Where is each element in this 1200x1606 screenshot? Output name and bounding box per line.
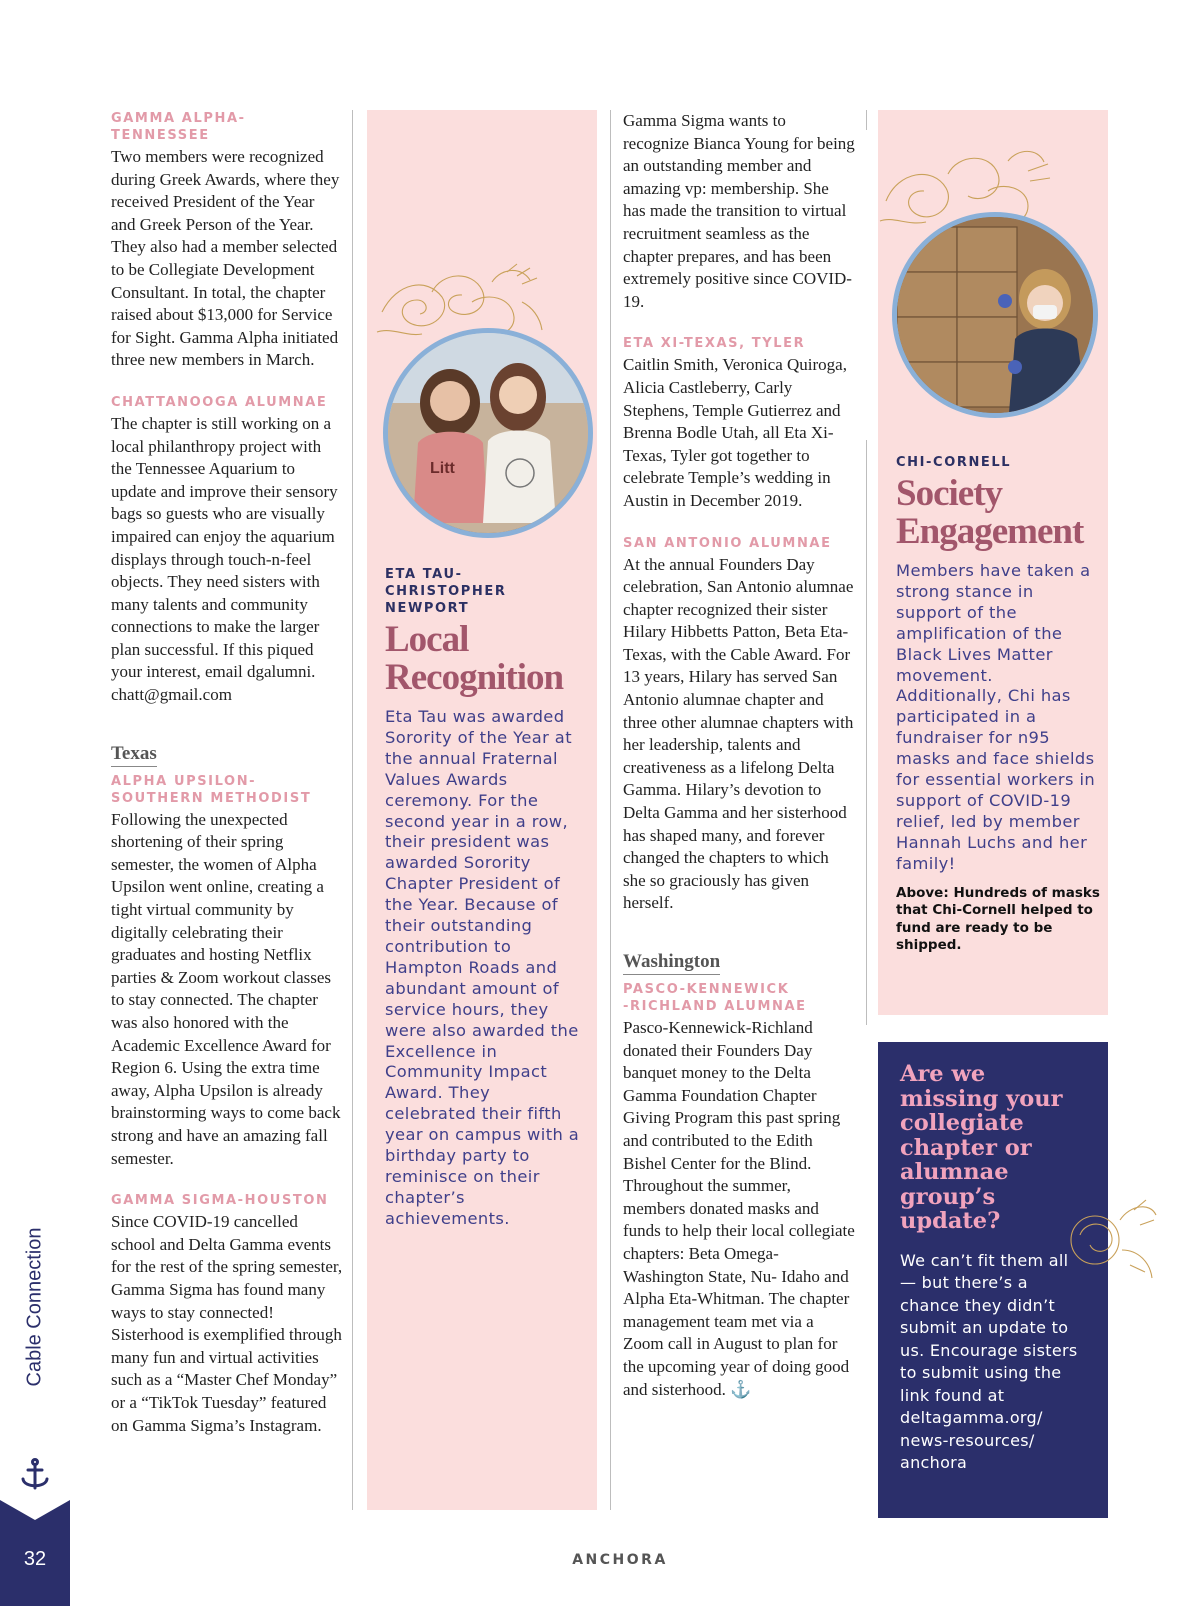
chapter-update-text: Caitlin Smith, Veronica Quiroga, Alicia Castleberry, Carly Stephens, Temple Gutierrez and Brenna Bodle Utah, all Eta Xi-Texas, Tyler got together to celebrate Temple’s wedding in Austin in December 2019. [623, 355, 847, 510]
photo-caption: Above: Hundreds of masks that Chi-Cornell helped to fund are ready to be shipped. [896, 884, 1100, 954]
callout-title: Are we missing your collegiate chapter or alumnae group’s update? [900, 1061, 1063, 1234]
column-1 [111, 110, 343, 1459]
page-number: 32 [23, 1548, 47, 1570]
photo-illustration [897, 217, 1093, 413]
column-divider [866, 110, 867, 130]
chapter-heading: CHATTANOOGA ALUMNAE [111, 394, 328, 410]
region-heading: Texas [111, 743, 157, 767]
shirt-text: Litt [430, 460, 455, 477]
feature-local-recognition [385, 566, 585, 1230]
feature-chapter-name: CHI-CORNELL [896, 455, 1012, 470]
feature-title [385, 621, 585, 697]
chapter-update-text: At the annual Founders Day celebration, San Antonio alumnae chapter recognized their sister Hilary Hibbetts Patton, Beta Eta-Texas, with the Cable Award. For 13 years, Hilary has served San Antonio alumnae chapter and three other alumnae chapters with her leadership, talents and creativeness as a lifelong Delta Gamma. Hilary’s devotion to Delta Gamma and her sisterhood has shaped many, and forever changed the chapters to which she so graciously has given herself. [623, 554, 854, 913]
region-heading: Washington [623, 951, 720, 975]
feature-title-line-2: Recognition [385, 657, 564, 698]
feature-chapter-name: ETA TAU- CHRISTOPHER NEWPORT [385, 567, 507, 616]
floral-illustration-icon [1050, 1190, 1160, 1300]
photo-illustration [388, 333, 588, 533]
chapter-update-text: Since COVID-19 cancelled school and Delta Gamma events for the rest of the spring semester, Gamma Sigma has found many ways to stay connected! Sisterhood is exemplified through many fun and virtual activities such as a “Master Chef Monday” or a “TikTok Tuesday” featured on Gamma Sigma’s Instagram. [111, 1212, 343, 1435]
column-3 [623, 110, 855, 1423]
chapter-heading: ETA XI-TEXAS, TYLER [623, 336, 806, 352]
callout-body: We can’t fit them all — but there’s a chance they didn’t submit an update to us. Encourage sisters to submit using the link found at deltagamma.org/ news-resources/ anchora [900, 1250, 1078, 1472]
feature-title-line-1: Society [896, 473, 1003, 514]
chapter-heading: GAMMA SIGMA-HOUSTON [111, 1193, 329, 1209]
column-divider [610, 110, 611, 1510]
feature-title [896, 475, 1101, 551]
chapter-heading: PASCO-KENNEWICK -RICHLAND ALUMNAE [623, 982, 807, 1014]
column-divider [866, 440, 867, 1025]
chapter-heading: SAN ANTONIO ALUMNAE [623, 535, 832, 551]
photo-two-members [383, 328, 593, 538]
chapter-update-text: The chapter is still working on a local philanthropy project with the Tennessee Aquarium to update and improve their sensory bags so guests who are visually impaired can enjoy the aquarium displays through touch-n-feel objects. They need sisters with many talents and community connections to make the larger plan successful. If this piqued your interest, email dgalumni. chatt@gmail.com [111, 413, 338, 705]
chapter-heading: GAMMA ALPHA- TENNESSEE [111, 111, 246, 143]
sidebar-label: Cable Connection [23, 1227, 46, 1387]
chapter-update-text: Two members were recognized during Greek Awards, where they received President of the Year and Greek Person of the Year. They also had a member selected to be Collegiate Development Consultant. In total, the chapter raised about $13,000 for Service for Sight. Gamma Alpha initiated three new members in March. [111, 147, 340, 370]
footer-magazine-name: ANCHORA [572, 1552, 668, 1568]
feature-title-line-1: Local [385, 619, 469, 660]
chapter-update-text: Gamma Sigma wants to recognize Bianca Young for being an outstanding member and amazing vp: membership. She has made the transition to virtual recruitment seamless as the chapter prepares, and has been extremely positive since COVID-19. [623, 111, 855, 311]
chapter-update-text: Following the unexpected shortening of their spring semester, the women of Alpha Upsilon went online, creating a tight virtual community by digitally celebrating their graduates and hosting Netflix parties & Zoom workout classes to stay connected. The chapter was also honored with the Academic Excellence Award for Region 6. Using the extra time away, Alpha Upsilon is already brainstorming ways to come back strong and have an amazing fall semester. [111, 809, 341, 1168]
feature-title-line-2: Engagement [896, 511, 1084, 552]
column-divider [352, 110, 353, 1510]
feature-body: Eta Tau was awarded Sorority of the Year at the annual Fraternal Values Awards ceremony. For the second year in a row, their president was awarded Sorority Chapter President of the Year. Because of their outstanding contribution to Hampton Roads and abundant amount of service hours, they were also awarded the Excellence in Community Impact Award. They celebrated their fifth year on campus with a birthday party to reminisce on their chapter’s achievements. [385, 707, 580, 1228]
feature-body: Members have taken a strong stance in support of the amplification of the Black Lives Matter movement. Additionally, Chi has participated in a fundraiser for n95 masks and face shields for essential workers in support of COVID-19 relief, led by member Hannah Luchs and her family! [896, 561, 1096, 873]
anchor-icon [20, 1458, 50, 1492]
chapter-update-text: Pasco-Kennewick-Richland donated their Founders Day banquet money to the Delta Gamma Foundation Chapter Giving Program this past spring and contributed to the Edith Bishel Center for the Blind. Throughout the summer, members donated masks and funds to help their local collegiate chapters: Beta Omega-Washington State, Nu- Idaho and Alpha Eta-Whitman. The chapter management team met via a Zoom call in August to plan for the upcoming year of doing good and sisterhood. ⚓ [623, 1018, 855, 1399]
chapter-heading: ALPHA UPSILON- SOUTHERN METHODIST [111, 773, 312, 806]
feature-society-engagement [896, 454, 1101, 955]
photo-member-with-mask-boxes [892, 212, 1098, 418]
